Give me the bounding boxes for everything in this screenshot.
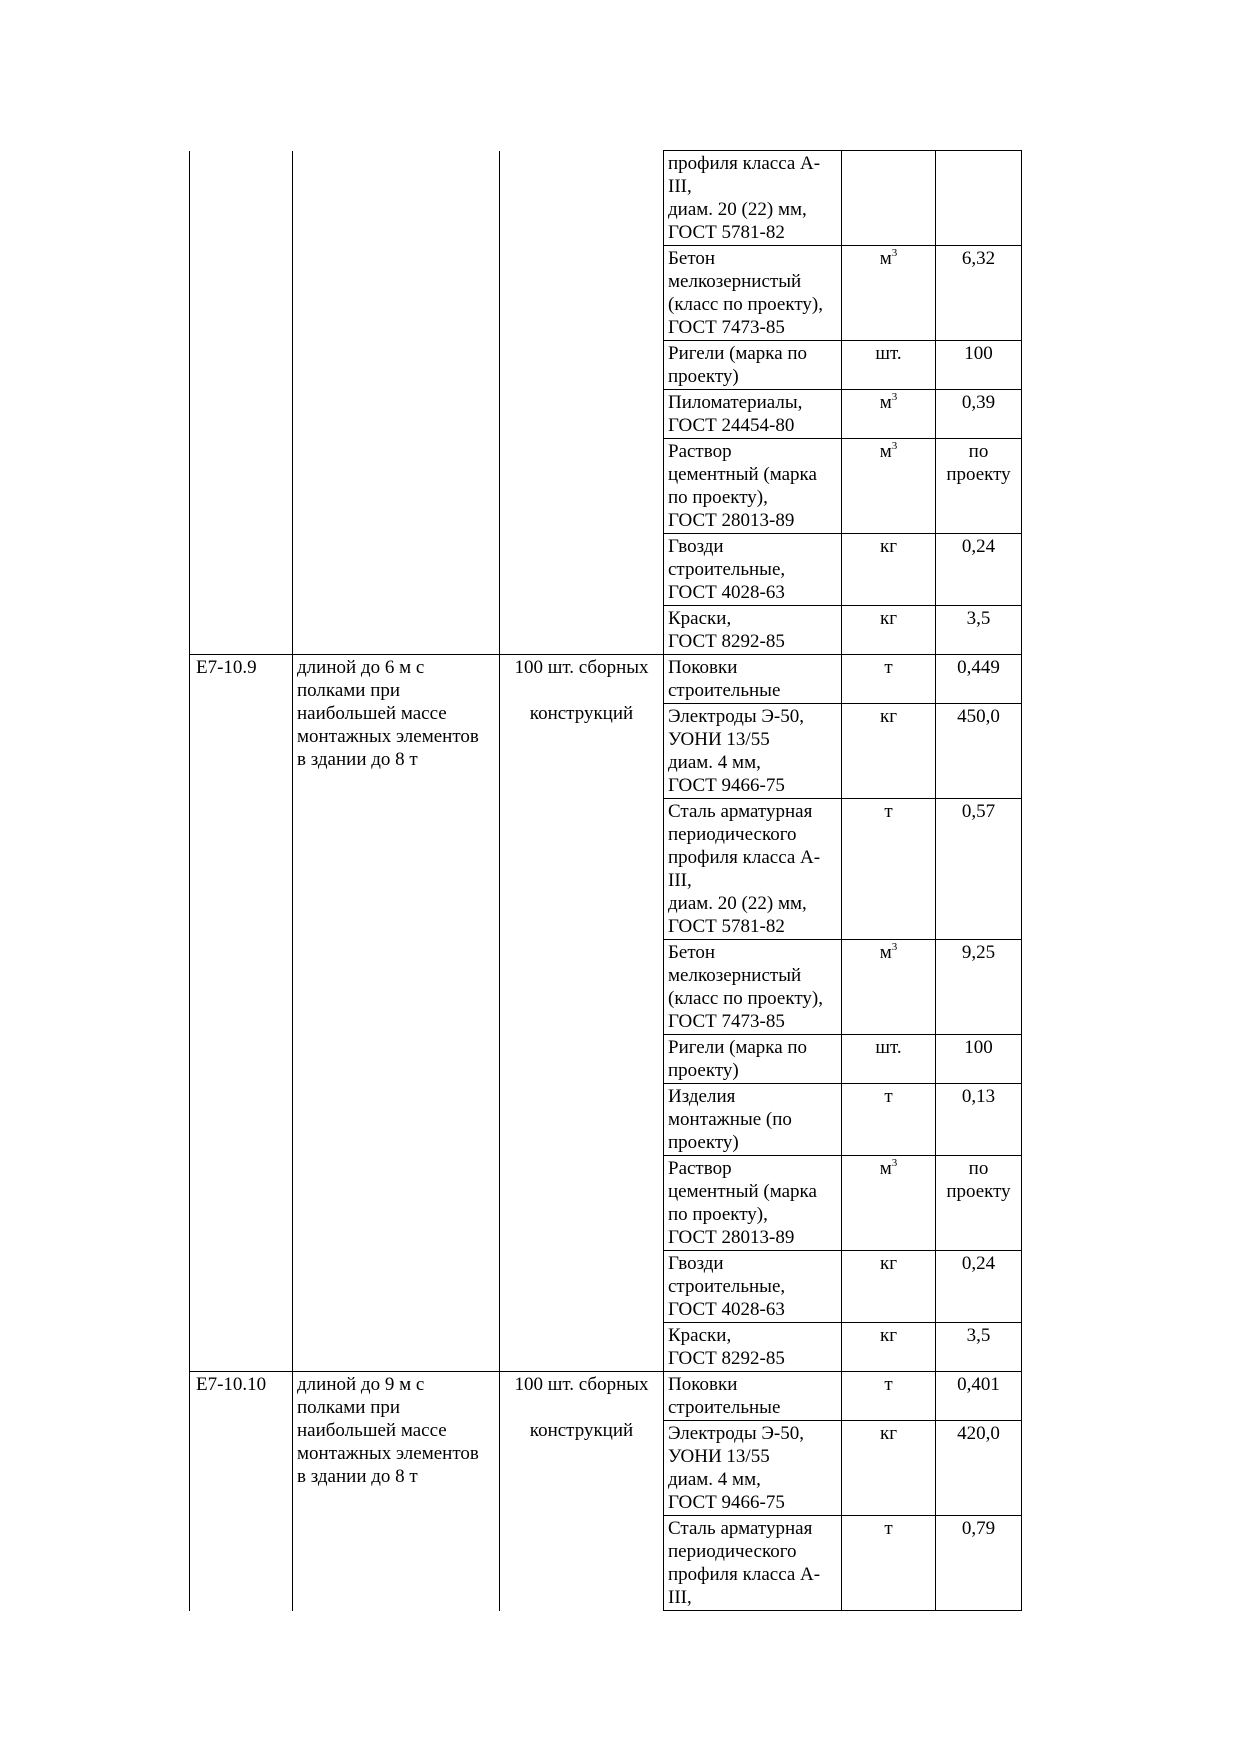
material-unit [842,1372,936,1421]
material-name: Раствор цементный (марка по проекту), ГОСТ 28013-89 [664,439,842,534]
unit-label: кг [879,1325,898,1346]
material-quantity: 9,25 [936,940,1022,1035]
material-name: Поковки строительные [664,655,842,704]
material-unit [842,151,936,246]
norm-code [190,151,293,655]
material-quantity: 100 [936,341,1022,390]
material-unit [842,246,936,341]
material-unit [842,341,936,390]
material-name: Краски, ГОСТ 8292-85 [664,1323,842,1372]
material-unit [842,704,936,799]
table-row [190,655,1022,704]
unit-label: м [879,942,892,963]
material-unit [842,1516,936,1611]
norm-description: длиной до 9 м с полками при наибольшей массе монтажных элементов в здании до 8 т [293,1372,500,1611]
norm-code: Е7-10.10 [190,1372,293,1611]
material-name: Сталь арматурная периодического профиля класса А- III, диам. 20 (22) мм, ГОСТ 5781-82 [664,799,842,940]
unit-exponent: 3 [891,246,898,259]
material-quantity [936,151,1022,246]
unit-label: т [884,801,893,822]
material-unit [842,1156,936,1251]
unit-label: т [884,657,893,678]
measurement-unit [500,655,664,1372]
unit-exponent: 3 [891,439,898,452]
material-name: профиля класса А- III, диам. 20 (22) мм, ГОСТ 5781-82 [664,151,842,246]
unit-label: шт. [875,1037,902,1058]
material-unit [842,606,936,655]
norm-description: длиной до 6 м с полками при наибольшей массе монтажных элементов в здании до 8 т [293,655,500,1372]
material-quantity: 0,39 [936,390,1022,439]
material-name: Поковки строительные [664,1372,842,1421]
material-quantity: 100 [936,1035,1022,1084]
material-unit [842,1323,936,1372]
material-quantity: 0,57 [936,799,1022,940]
material-name: Сталь арматурная периодического профиля класса А- III, [664,1516,842,1611]
unit-label: кг [879,1253,898,1274]
material-unit [842,534,936,606]
materials-table [189,150,1022,1611]
unit-label: м [879,1158,892,1179]
material-unit [842,1084,936,1156]
material-name: Гвозди строительные, ГОСТ 4028-63 [664,534,842,606]
unit-label: т [884,1518,893,1539]
norms-table [189,150,1022,1611]
material-quantity: 0,449 [936,655,1022,704]
material-name: Ригели (марка по проекту) [664,341,842,390]
material-quantity: 450,0 [936,704,1022,799]
unit-exponent: 3 [891,940,898,953]
table-row [190,151,1022,246]
material-quantity: 0,79 [936,1516,1022,1611]
material-name: Гвозди строительные, ГОСТ 4028-63 [664,1251,842,1323]
material-quantity: 3,5 [936,606,1022,655]
norm-description [293,151,500,655]
material-quantity: 0,24 [936,534,1022,606]
unit-exponent: 3 [891,390,898,403]
material-quantity: 3,5 [936,1323,1022,1372]
material-unit [842,1035,936,1084]
material-name: Бетон мелкозернистый (класс по проекту), ГОСТ 7473-85 [664,940,842,1035]
material-name: Раствор цементный (марка по проекту), ГОСТ 28013-89 [664,1156,842,1251]
measurement-unit-line2: конструкций [529,703,634,724]
material-quantity: 0,24 [936,1251,1022,1323]
material-name: Бетон мелкозернистый (класс по проекту), ГОСТ 7473-85 [664,246,842,341]
material-unit [842,940,936,1035]
material-name: Электроды Э-50, УОНИ 13/55 диам. 4 мм, ГОСТ 9466-75 [664,704,842,799]
material-quantity: 6,32 [936,246,1022,341]
measurement-unit-line1: 100 шт. сборных [514,657,649,678]
material-unit [842,1251,936,1323]
material-unit [842,390,936,439]
measurement-unit [500,151,664,655]
table-row [190,1372,1022,1421]
material-name: Пиломатериалы, ГОСТ 24454-80 [664,390,842,439]
unit-label: кг [879,536,898,557]
unit-label: м [879,441,892,462]
unit-label: кг [879,608,898,629]
material-quantity: 420,0 [936,1421,1022,1516]
unit-label: кг [879,1423,898,1444]
material-quantity: 0,401 [936,1372,1022,1421]
material-name: Электроды Э-50, УОНИ 13/55 диам. 4 мм, ГОСТ 9466-75 [664,1421,842,1516]
measurement-unit-line2: конструкций [529,1420,634,1441]
unit-label: м [879,392,892,413]
material-quantity: по проекту [936,1156,1022,1251]
unit-label: кг [879,706,898,727]
material-quantity: 0,13 [936,1084,1022,1156]
unit-label: шт. [875,343,902,364]
norm-code: Е7-10.9 [190,655,293,1372]
unit-label: т [884,1374,893,1395]
unit-exponent: 3 [891,1156,898,1169]
material-quantity: по проекту [936,439,1022,534]
measurement-unit [500,1372,664,1611]
material-unit [842,1421,936,1516]
measurement-unit-line1: 100 шт. сборных [514,1374,649,1395]
material-name: Краски, ГОСТ 8292-85 [664,606,842,655]
unit-label: т [884,1086,893,1107]
material-unit [842,655,936,704]
unit-label: м [879,248,892,269]
material-name: Ригели (марка по проекту) [664,1035,842,1084]
material-unit [842,439,936,534]
material-name: Изделия монтажные (по проекту) [664,1084,842,1156]
material-unit [842,799,936,940]
